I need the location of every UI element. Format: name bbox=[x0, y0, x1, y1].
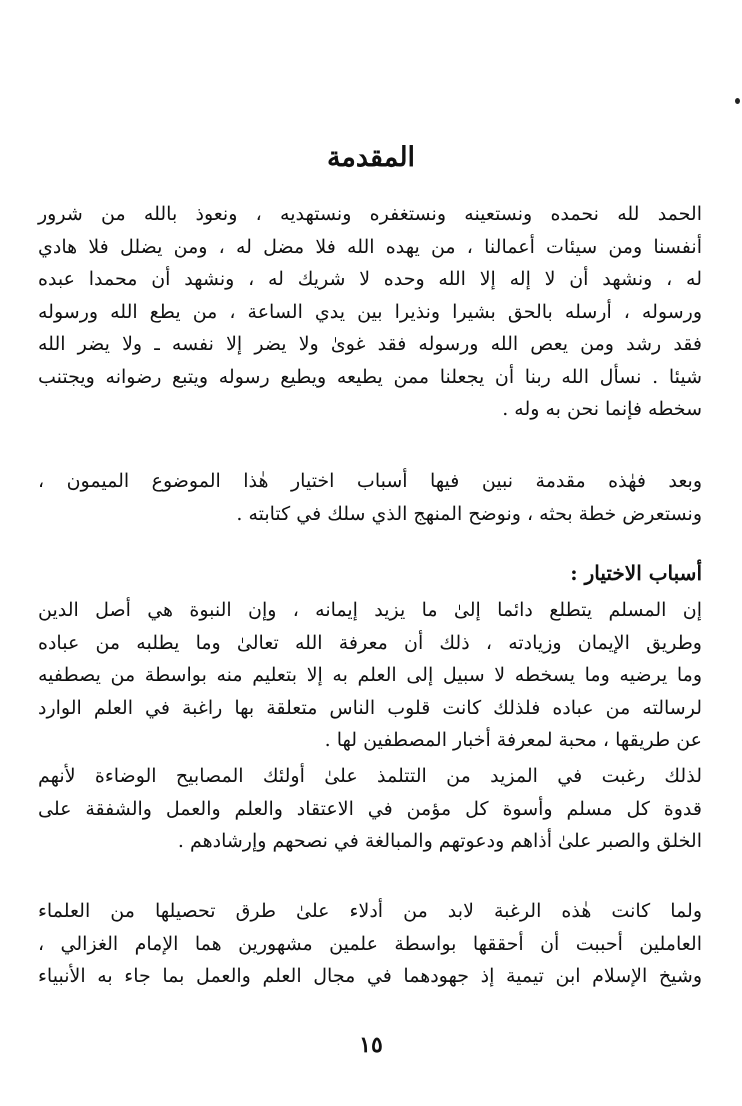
text-line: وشيخ الإسلام ابن تيمية إذ جهودهما في مجال العلم والعمل بما جاء به الأنبياء bbox=[38, 965, 702, 987]
text-line: فقد رشد ومن يعص الله ورسوله فقد غوىٰ ولا يضر إلا نفسه ـ ولا يضر الله bbox=[38, 333, 702, 355]
text-line: العاملين أحببت أن أحققها بواسطة علمين مشهورين هما الإمام الغزالي ، bbox=[38, 932, 702, 955]
text-line: سخطه فإنما نحن به وله . bbox=[502, 398, 702, 420]
text-line: ورسوله ، أرسله بالحق بشيرا ونذيرا بين يدي الساعة ، من يطع الله ورسوله bbox=[38, 300, 702, 323]
text-line: ونستعرض خطة بحثه ، ونوضح المنهج الذي سلك في كتابته . bbox=[236, 502, 702, 525]
section-paragraph-2 bbox=[38, 760, 702, 858]
page-number: ١٥ bbox=[359, 1032, 383, 1058]
text-line: وطريق الإيمان وزيادته ، ذلك أن معرفة الله تعالىٰ وما يطلبه من عباده bbox=[38, 631, 702, 654]
page-title: المقدمة bbox=[326, 142, 416, 173]
text-line: الخلق والصبر علىٰ أذاهم ودعوتهم والمبالغة في نصحهم وإرشادهم . bbox=[177, 830, 702, 852]
text-line: شيئا . نسأل الله ربنا أن يجعلنا ممن يطيعه ويطيع رسوله ويتبع رضوانه ويجتنب bbox=[38, 365, 702, 388]
text-line: إن المسلم يتطلع دائما إلىٰ ما يزيد إيمانه ، وإن النبوة هي أصل الدين bbox=[38, 599, 702, 621]
text-line: لذلك رغبت في المزيد من التتلمذ علىٰ أولئك المصابيح الوضاءة لأنهم bbox=[38, 765, 702, 787]
text-line: لرسالته من عباده فلذلك كانت قلوب الناس متعلقة بها راغبة في العلم الوارد bbox=[38, 696, 702, 719]
text-line: عن طريقها ، محبة لمعرفة أخبار المصطفين لها . bbox=[324, 729, 702, 751]
ink-dot bbox=[735, 98, 740, 104]
text-line: وما يرضيه وما يسخطه لا سبيل إلى العلم به إلا بتعليم منه بواسطة من يصطفيه bbox=[38, 664, 702, 686]
text-line: الحمد لله نحمده ونستعينه ونستغفره ونستهديه ، ونعوذ بالله من شرور bbox=[38, 203, 702, 225]
intro-paragraph-1 bbox=[38, 198, 702, 426]
text-line: وبعد فهٰذه مقدمة نبين فيها أسباب اختيار هٰذا الموضوع الميمون ، bbox=[38, 470, 702, 492]
text-line: أنفسنا ومن سيئات أعمالنا ، من يهده الله فلا مضل له ، ومن يضلل فلا هادي bbox=[38, 235, 702, 258]
section-paragraph-3 bbox=[38, 895, 702, 993]
text-line: له ، ونشهد أن لا إله إلا الله وحده لا شريك له ، ونشهد أن محمدا عبده bbox=[38, 268, 702, 290]
text-line: ولما كانت هٰذه الرغبة لابد من أدلاء علىٰ طرق تحصيلها من العلماء bbox=[38, 900, 702, 922]
text-line: قدوة كل مسلم وأسوة كل مؤمن في الاعتقاد والعلم والعمل والشفقة على bbox=[38, 797, 702, 820]
section-heading: أسباب الاختيار : bbox=[570, 561, 702, 585]
section-paragraph-1 bbox=[38, 594, 702, 757]
intro-paragraph-2 bbox=[38, 465, 702, 530]
